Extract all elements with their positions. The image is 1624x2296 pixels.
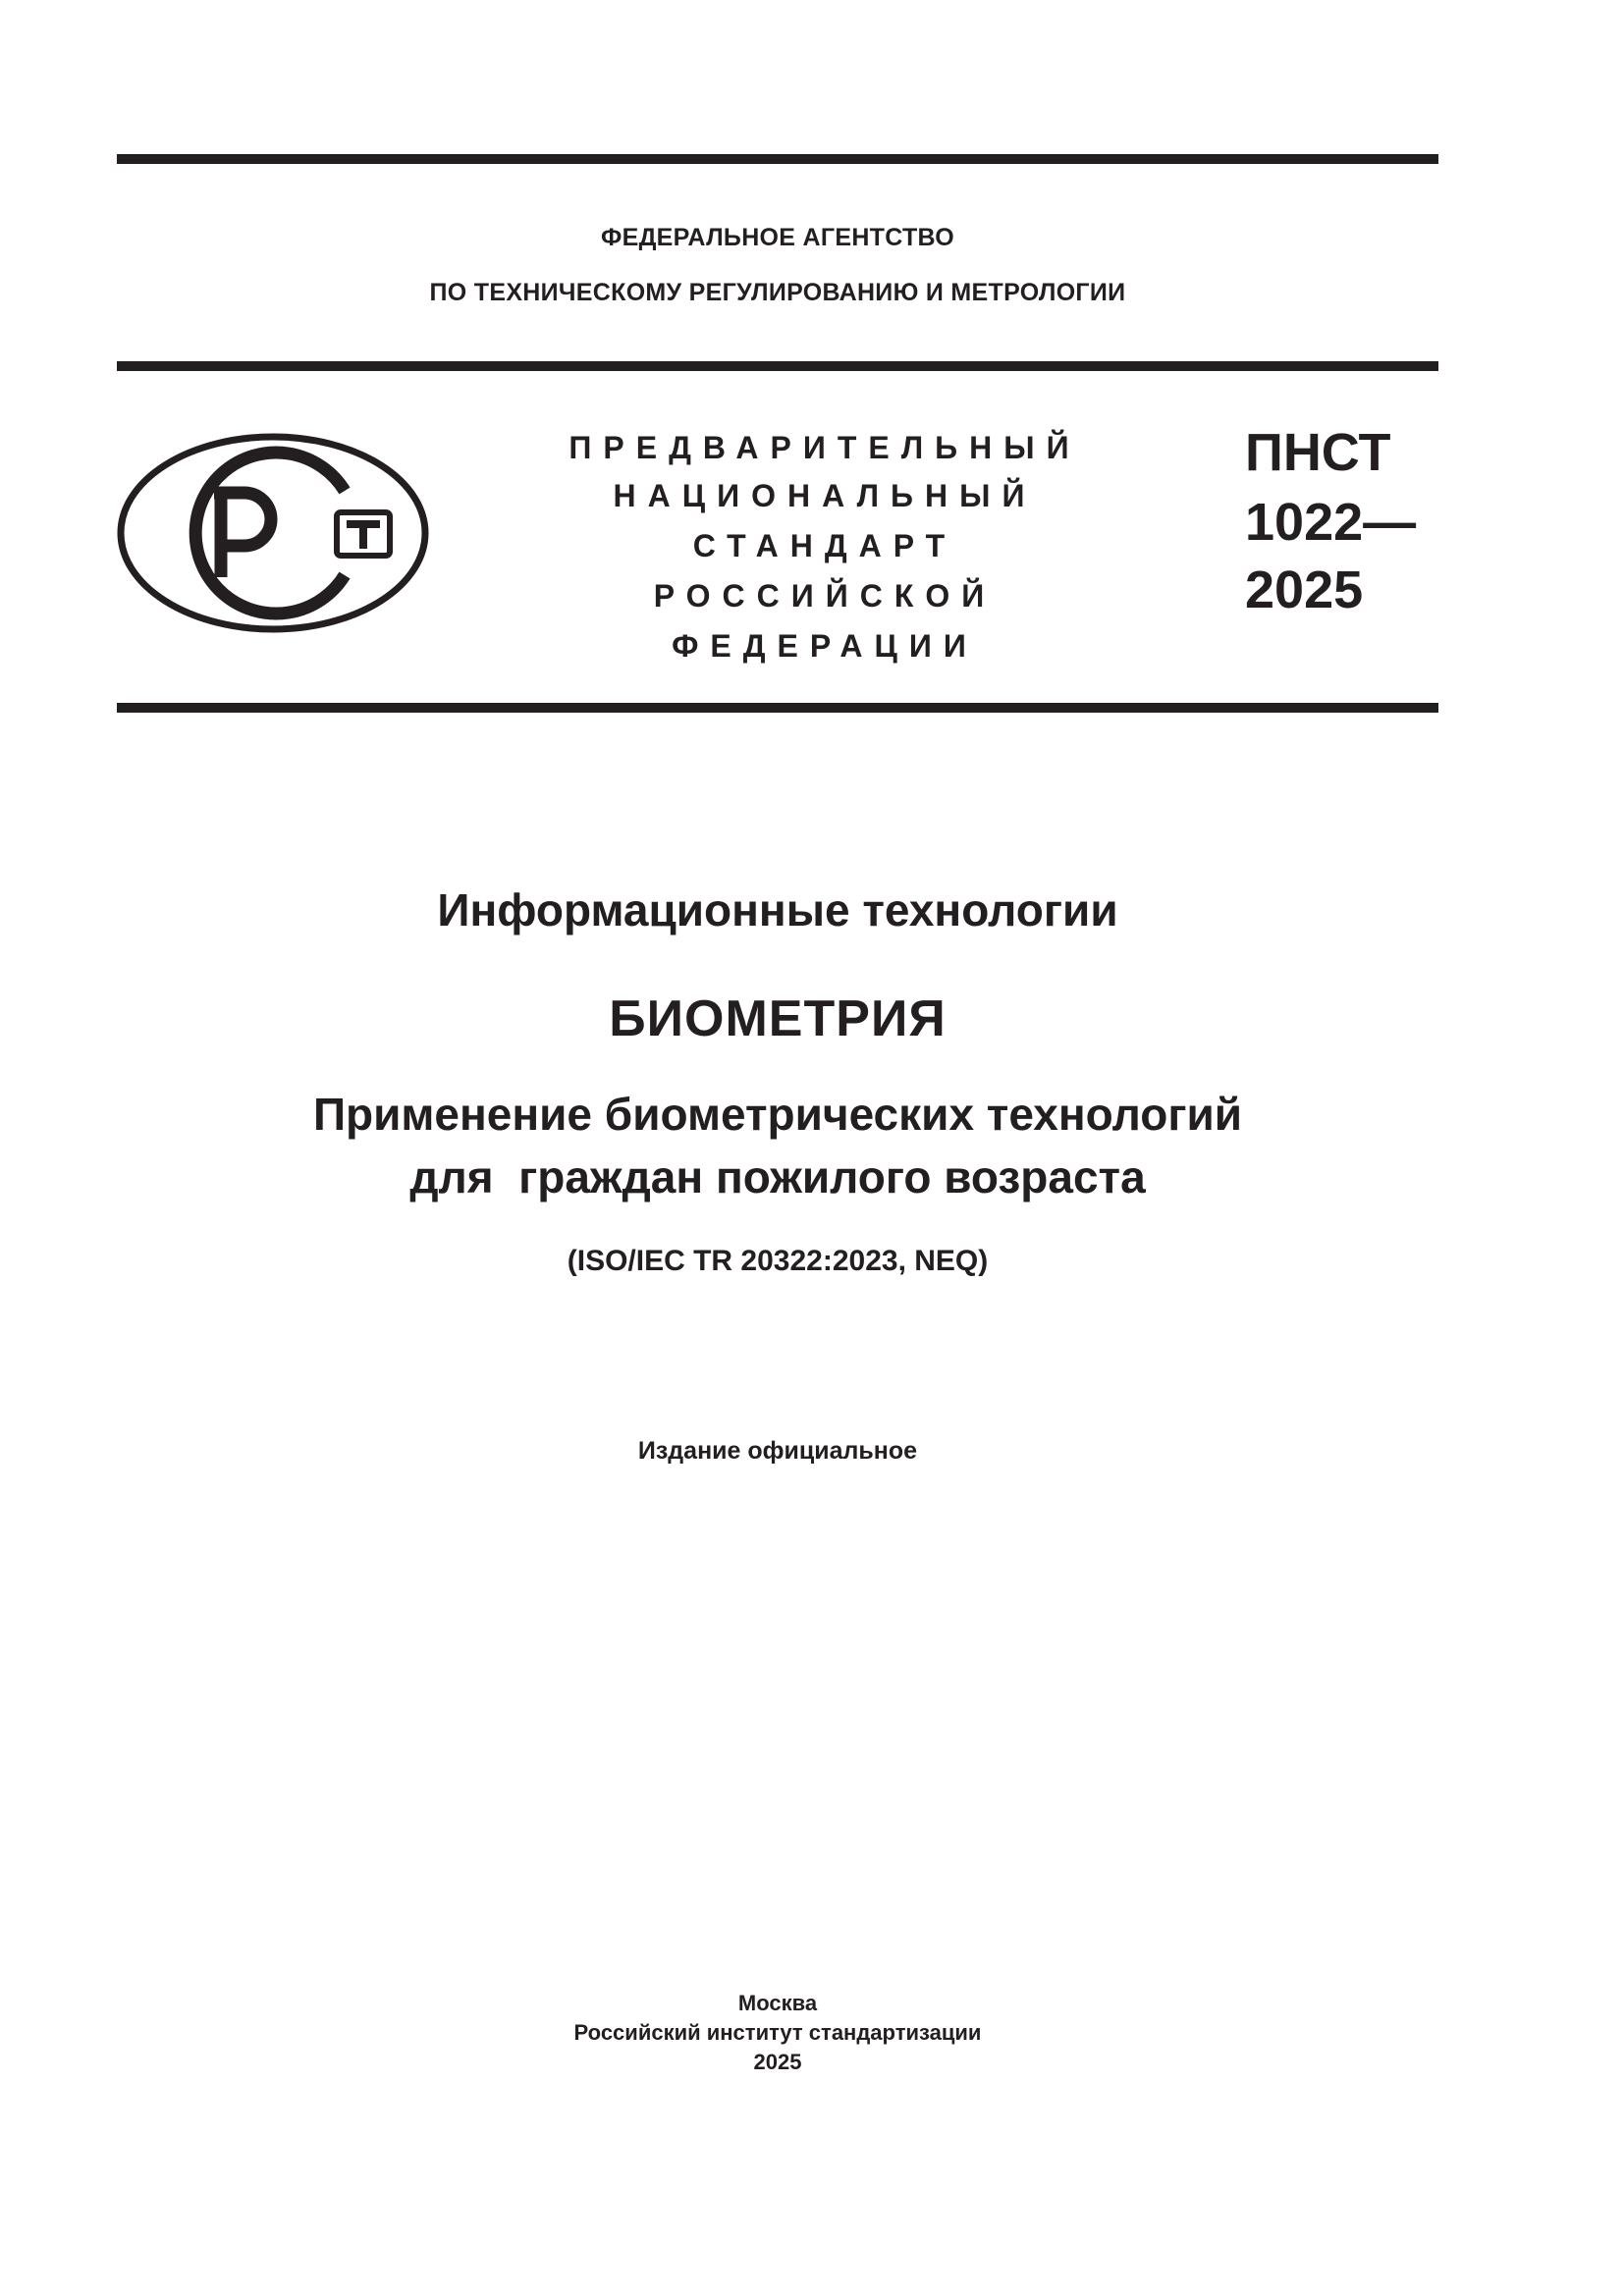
header-rule <box>117 361 1438 371</box>
edition-note: Издание официальное <box>637 1437 918 1465</box>
imprint-publisher: Российский институт стандартизации <box>573 2020 982 2045</box>
main-title: БИОМЕТРИЯ <box>609 990 947 1047</box>
gost-r-emblem-icon <box>115 430 431 636</box>
designation-number: 1022— <box>1245 493 1417 552</box>
series-title: Информационные технологии <box>437 884 1118 935</box>
designation-year: 2025 <box>1245 561 1364 619</box>
subtitle-line-2: для граждан пожилого возраста <box>409 1151 1146 1202</box>
imprint-year: 2025 <box>753 2050 802 2074</box>
standard-type-line-1: ПРЕДВАРИТЕЛЬНЫЙ <box>568 430 1081 465</box>
masthead-bottom-rule <box>117 703 1438 713</box>
top-rule <box>117 154 1438 164</box>
international-reference: (ISO/IEC TR 20322:2023, NEQ) <box>567 1245 989 1277</box>
standard-type-line-3: СТАНДАРТ <box>692 528 957 563</box>
imprint-city: Москва <box>737 1991 818 2015</box>
agency-line-2: ПО ТЕХНИЧЕСКОМУ РЕГУЛИРОВАНИЮ И МЕТРОЛОГИИ <box>429 279 1126 306</box>
subtitle-line-1: Применение биометрических технологий <box>312 1089 1243 1140</box>
agency-line-1: ФЕДЕРАЛЬНОЕ АГЕНТСТВО <box>600 224 955 251</box>
standard-type-line-2: НАЦИОНАЛЬНЫЙ <box>613 478 1037 513</box>
standard-type-line-5: ФЕДЕРАЦИИ <box>672 628 978 664</box>
standard-type-line-4: РОССИЙСКОЙ <box>653 578 997 614</box>
designation-prefix: ПНСТ <box>1245 423 1391 482</box>
